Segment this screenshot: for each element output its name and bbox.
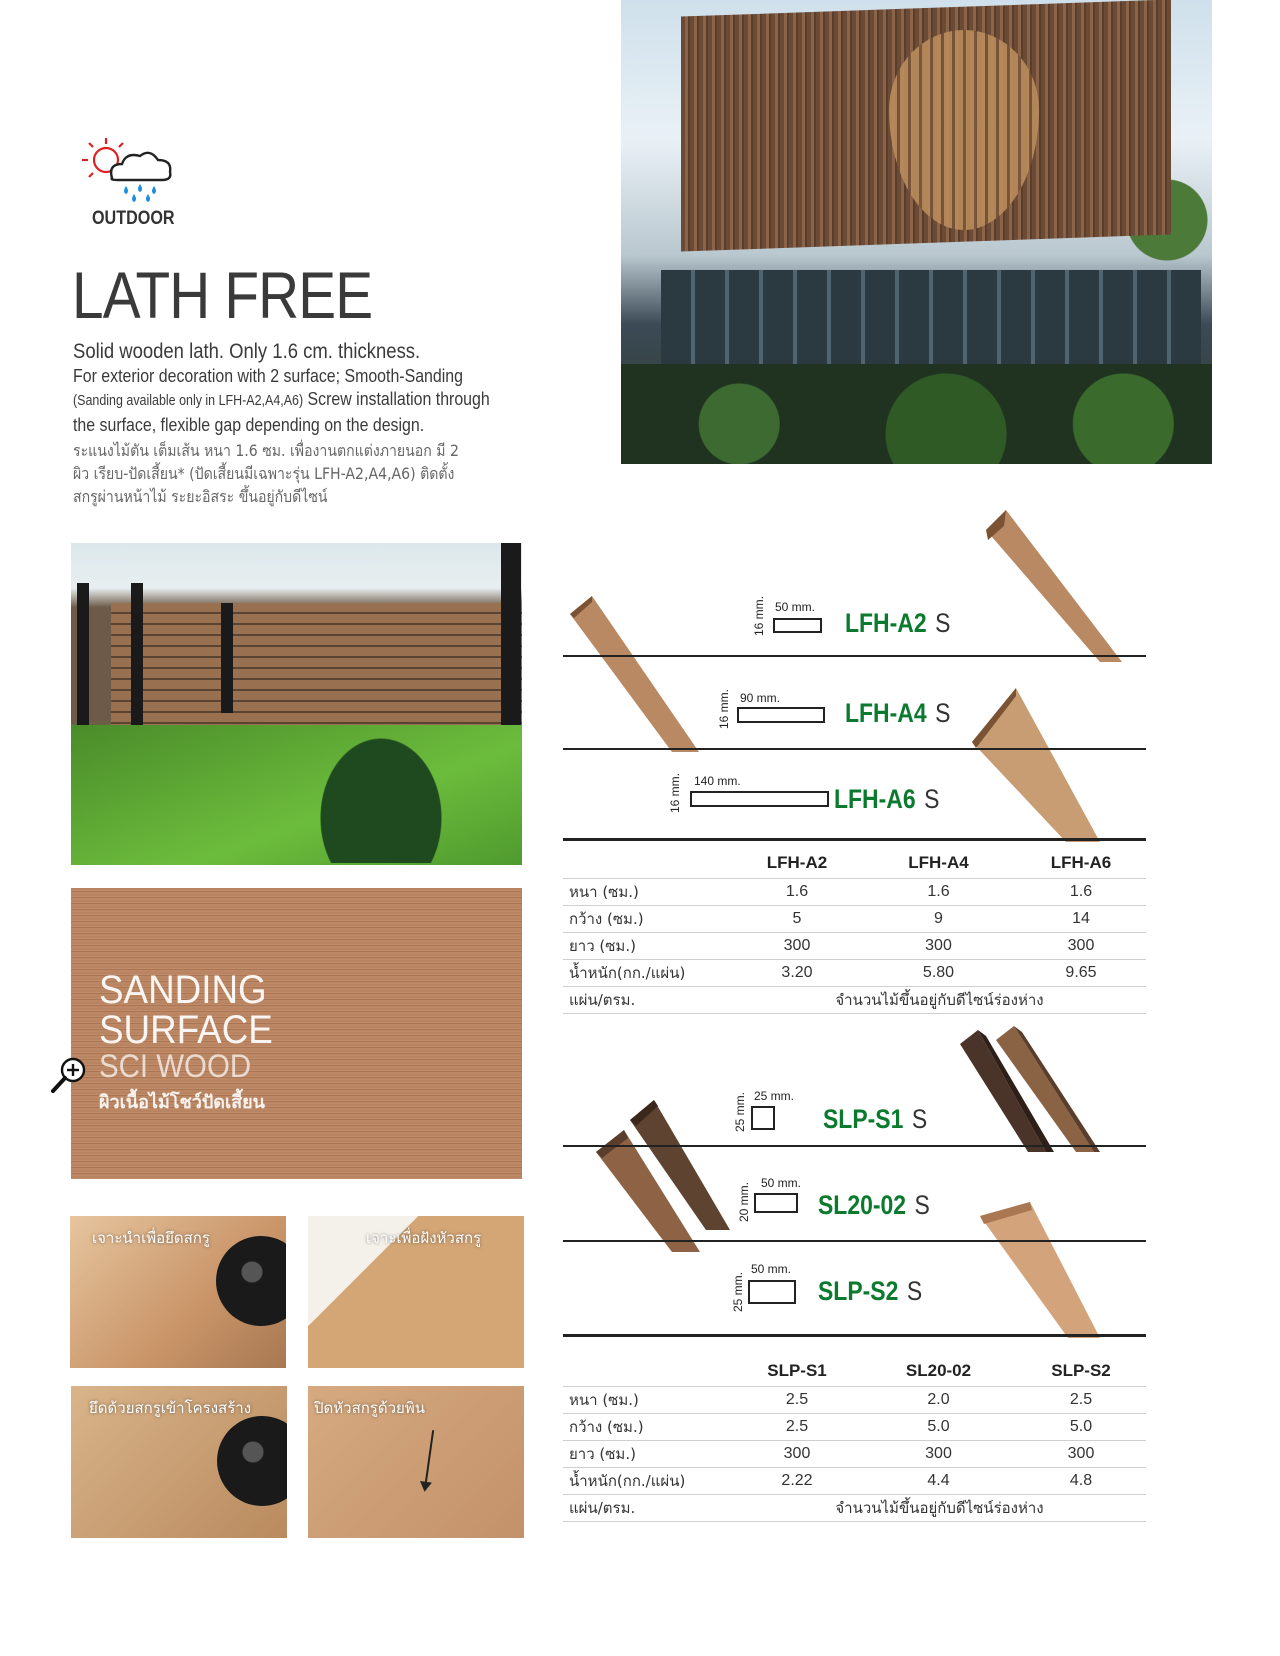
dimension-height: 16 mm. <box>752 595 766 636</box>
slat-spec-table <box>563 1356 1146 1522</box>
zoom-in-icon[interactable] <box>50 1055 90 1099</box>
intro-text <box>73 340 543 508</box>
intro-thai-2: ผิว เรียบ-ปัดเสี้ยน* (ปัดเสี้ยนมีเฉพาะรุ่น LFH-A2,A4,A6) ติดตั้ง <box>73 464 455 483</box>
intro-line-1: Solid wooden lath. Only 1.6 cm. thickness. <box>73 340 421 363</box>
dimension-width: 50 mm. <box>751 1262 792 1276</box>
cross-section <box>737 707 825 723</box>
table-row: ยาว (ซม.) 300 300 300 <box>563 1440 1146 1467</box>
intro-line-3-small: (Sanding available only in LFH-A2,A4,A6) <box>73 393 304 409</box>
install-step-4 <box>308 1386 524 1538</box>
profile-name: SL20-02 S <box>818 1190 930 1220</box>
install-step-caption: ปิดหัวสกรูด้วยพิน <box>314 1399 425 1417</box>
sanding-title: SANDING SURFACE <box>99 968 273 1052</box>
install-step-3 <box>71 1386 287 1538</box>
table-row: กว้าง (ซม.) 5 9 14 <box>563 905 1146 932</box>
table-row: แผ่น/ตรม. จำนวนไม้ขึ้นอยู่กับดีไซน์ร่องห่าง <box>563 986 1146 1013</box>
profile-name: SLP-S1 S <box>823 1104 928 1134</box>
building-photo <box>621 0 1212 464</box>
cross-section <box>754 1193 798 1213</box>
table-row: หนา (ซม.) 1.6 1.6 1.6 <box>563 878 1146 905</box>
intro-thai-1: ระแนงไม้ตัน เต็มเส้น หนา 1.6 ซม. เพื่องานตกแต่งภายนอก มี 2 <box>73 441 459 460</box>
profile-name: LFH-A4 S <box>845 698 951 728</box>
dimension-width: 90 mm. <box>740 691 781 705</box>
table-row: ยาว (ซม.) 300 300 300 <box>563 932 1146 959</box>
dimension-height: 16 mm. <box>717 688 731 729</box>
outdoor-label: OUTDOOR <box>92 208 175 229</box>
cross-section <box>690 791 829 807</box>
cross-section <box>773 618 822 633</box>
column-header: LFH-A6 <box>1050 852 1112 872</box>
install-step-caption: เจาะนำเพื่อยึดสกรู <box>92 1229 210 1247</box>
profile-name: LFH-A6 S <box>834 784 940 814</box>
intro-line-4: the surface, flexible gap depending on the design. <box>73 414 425 435</box>
sanding-thai-caption: ผิวเนื้อไม้โชว์ปัดเสี้ยน <box>99 1092 265 1113</box>
outdoor-badge <box>82 134 182 230</box>
arrow-down-icon <box>424 1430 434 1490</box>
dimension-height: 25 mm. <box>733 1091 747 1132</box>
table-row: น้ำหนัก(กก./แผ่น) 2.22 4.4 4.8 <box>563 1467 1146 1494</box>
profile-name: LFH-A2 S <box>845 608 951 638</box>
intro-line-2: For exterior decoration with 2 surface; Smooth-Sanding <box>73 365 463 386</box>
intro-line-3 <box>73 387 490 413</box>
install-step-1 <box>70 1216 286 1368</box>
install-step-2 <box>308 1216 524 1368</box>
profile-divider <box>563 1240 1146 1242</box>
table-header-row <box>563 848 1146 878</box>
sanding-subtitle: SCI WOOD <box>99 1048 252 1084</box>
table-row: น้ำหนัก(กก./แผ่น) 3.20 5.80 9.65 <box>563 959 1146 986</box>
column-header: SLP-S1 <box>767 1360 827 1380</box>
profile-divider <box>563 1145 1146 1147</box>
cross-section <box>748 1280 796 1304</box>
profile-divider <box>563 838 1146 841</box>
profile-divider <box>563 1334 1146 1337</box>
garden-fence-photo <box>71 543 522 865</box>
dimension-height: 16 mm. <box>668 772 682 813</box>
lath-spec-table <box>563 848 1146 1014</box>
column-header: SLP-S2 <box>1051 1360 1111 1380</box>
dimension-width: 50 mm. <box>761 1176 802 1190</box>
page-title: LATH FREE <box>72 258 373 332</box>
sun-cloud-rain-icon <box>82 134 178 206</box>
sanding-surface-sample <box>71 888 522 1179</box>
dimension-height: 20 mm. <box>737 1181 751 1222</box>
table-row: แผ่น/ตรม. จำนวนไม้ขึ้นอยู่กับดีไซน์ร่องห่าง <box>563 1494 1146 1521</box>
table-row: กว้าง (ซม.) 2.5 5.0 5.0 <box>563 1413 1146 1440</box>
install-step-caption: เจาะเพื่อฝังหัวสกรู <box>366 1229 482 1247</box>
install-step-caption: ยึดด้วยสกรูเข้าโครงสร้าง <box>89 1399 252 1417</box>
table-row: หนา (ซม.) 2.5 2.0 2.5 <box>563 1386 1146 1413</box>
column-header: LFH-A2 <box>766 852 828 872</box>
intro-line-3-rest: Screw installation through <box>303 388 490 409</box>
intro-thai-3: สกรูผ่านหน้าไม้ ระยะอิสระ ขึ้นอยู่กับดีไซน์ <box>73 487 328 506</box>
table-header-row <box>563 1356 1146 1386</box>
dimension-width: 25 mm. <box>754 1089 795 1103</box>
column-header: LFH-A4 <box>908 852 969 872</box>
profile-divider <box>563 655 1146 657</box>
column-header: SL20-02 <box>905 1360 972 1380</box>
dimension-width: 50 mm. <box>775 600 816 614</box>
cross-section <box>751 1106 775 1130</box>
dimension-height: 25 mm. <box>731 1271 745 1312</box>
profile-divider <box>563 748 1146 750</box>
dimension-width: 140 mm. <box>694 774 741 788</box>
profile-name: SLP-S2 S <box>818 1276 923 1306</box>
